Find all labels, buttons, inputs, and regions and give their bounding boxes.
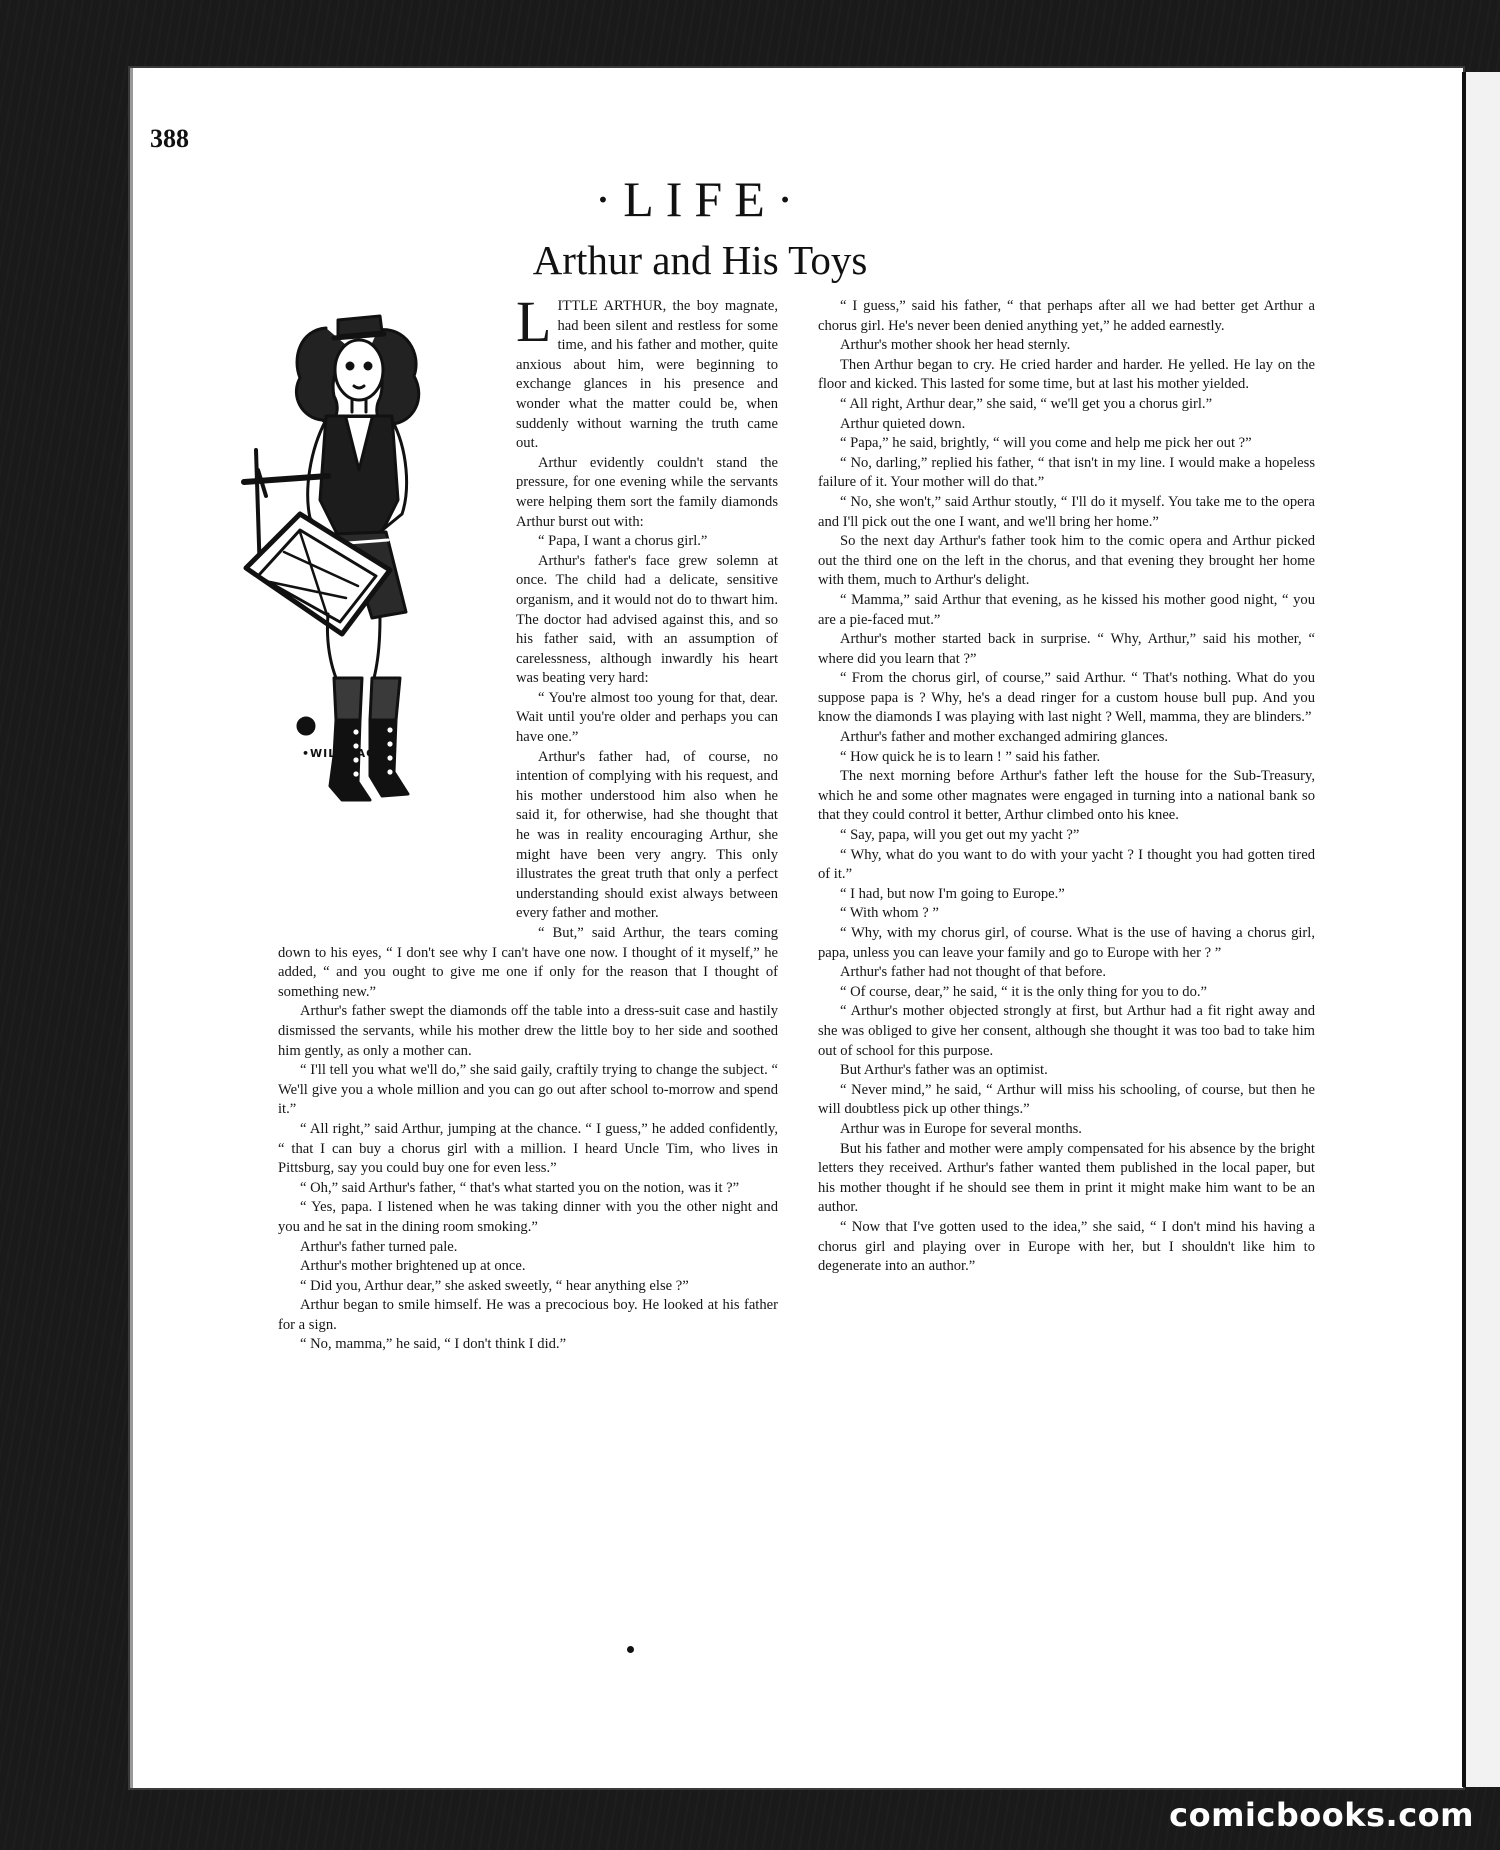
paragraph: “ With whom ? ” bbox=[840, 905, 939, 922]
paragraph: Arthur's father had, of course, no intention of complying with his request, and his mother understood him also when he said it, for otherwise, had she thought that he was in reality encouraging Arthur, she might have been very angry. This only illustrates the great truth that only a perfect understanding should exist always between every father and mother. bbox=[516, 748, 778, 922]
paragraph: Arthur's father had not thought of that before. bbox=[840, 964, 1107, 981]
paragraph: “ But,” said Arthur, the tears coming down to his eyes, “ I don't see why I can't have one now. I thought of it myself,” he added, “ and you ought to give me one if only for the reason that I thought of something new.” bbox=[278, 925, 778, 1000]
paragraph: “ Say, papa, will you get out my yacht ?” bbox=[840, 827, 1080, 844]
illustrator-signature: •WILDHACK• bbox=[302, 747, 393, 760]
paragraph: “ Papa,” he said, brightly, “ will you come and help me pick her out ?” bbox=[840, 435, 1252, 452]
page-number: 388 bbox=[150, 124, 189, 153]
illustration-wrap-space bbox=[278, 297, 516, 939]
paragraph: “ I'll tell you what we'll do,” she said gaily, craftily trying to change the subject. “ We'll give you a whole million and you can go out after school to-morrow and spend it.” bbox=[278, 1062, 778, 1118]
paragraph: Arthur's mother started back in surprise. “ Why, Arthur,” said his mother, “ where did you learn that ?” bbox=[818, 631, 1315, 667]
paragraph: Arthur began to smile himself. He was a precocious boy. He looked at his father for a sign. bbox=[278, 1297, 778, 1333]
opening-paragraph: LITTLE ARTHUR, the boy magnate, had been silent and restless for some time, and his father and mother, quite anxious about him, were beginning to exchange glances in his presence and wonder what the matter could be, when suddenly without warning the truth came out. bbox=[516, 289, 778, 452]
paragraph: “ Of course, dear,” he said, “ it is the only thing for you to do.” bbox=[840, 983, 1207, 1000]
paragraph: “ Why, with my chorus girl, of course. What is the use of having a chorus girl, papa, unless you can leave your family and go to Europe with her ? ” bbox=[818, 925, 1315, 961]
paragraph: “ You're almost too young for that, dear. Wait until you're older and perhaps you can have one.” bbox=[516, 689, 778, 746]
paragraph: But Arthur's father was an optimist. bbox=[840, 1062, 1048, 1079]
paragraph: “ Did you, Arthur dear,” she asked sweetly, “ hear anything else ?” bbox=[300, 1277, 689, 1294]
paragraph: “ Mamma,” said Arthur that evening, as he kissed his mother good night, “ you are a pie-faced mut.” bbox=[818, 591, 1315, 628]
paragraph: “ I guess,” said his father, “ that perhaps after all we had better get Arthur a chorus girl. He's never been denied anything yet,” he added earnestly. bbox=[818, 298, 1315, 334]
paragraph: “ All right,” said Arthur, jumping at the chance. “ I guess,” he added confidently, “ that I can buy a chorus girl with a million. I heard Uncle Tim, who lives in Pittsburg, say you could buy one for even less.” bbox=[278, 1120, 778, 1177]
article-left-column bbox=[278, 289, 778, 1355]
paragraph: “ From the chorus girl, of course,” said Arthur. “ That's nothing. What do you suppose papa is ? Why, he's a dead ringer for a custom house bull pup. And you know the diamonds I was playing with last night ? Well, mamma, they are blinders.” bbox=[818, 670, 1315, 726]
paragraph: “ Yes, papa. I listened when he was taking dinner with you the other night and you and he sat in the dining room smoking.” bbox=[278, 1199, 778, 1235]
paragraph: “ I had, but now I'm going to Europe.” bbox=[840, 885, 1065, 902]
paragraph: Arthur's mother shook her head sternly. bbox=[840, 337, 1071, 354]
article-right-column bbox=[818, 297, 1315, 1277]
paragraph: “ Oh,” said Arthur's father, “ that's what started you on the notion, was it ?” bbox=[300, 1179, 740, 1196]
paragraph: The next morning before Arthur's father left the house for the Sub-Treasury, which he and some other magnates were engaged in turning into a national bank so that they could control it better, Arthur climbed onto his knee. bbox=[818, 768, 1315, 824]
paragraph: “ Papa, I want a chorus girl.” bbox=[538, 533, 708, 550]
paragraph: Arthur's mother brightened up at once. bbox=[300, 1258, 526, 1275]
site-watermark: comicbooks.com bbox=[1169, 1796, 1474, 1834]
paragraph: Arthur was in Europe for several months. bbox=[840, 1120, 1082, 1137]
paragraph: Arthur quieted down. bbox=[840, 415, 966, 432]
paragraph: Arthur's father and mother exchanged admiring glances. bbox=[840, 729, 1169, 746]
drop-cap: L bbox=[516, 289, 552, 354]
paragraph: Arthur's father turned pale. bbox=[300, 1238, 458, 1255]
footer-ornament-dot bbox=[627, 1646, 634, 1653]
paragraph: So the next day Arthur's father took him to the comic opera and Arthur picked out the third one on the left in the chorus, and that evening they brought her home with them, much to Arthur's delight. bbox=[818, 533, 1315, 589]
paragraph: “ No, she won't,” said Arthur stoutly, “ I'll do it myself. You take me to the opera and I'll pick out the one I want, and we'll bring her home.” bbox=[818, 493, 1315, 530]
paragraph: Arthur's father's face grew solemn at once. The child had a delicate, sensitive organism, and it would not do to thwart him. The doctor had advised against this, and so his father said, with an assumption of carelessness, although inwardly his heart was beating very hard: bbox=[516, 552, 778, 687]
paragraph: “ Why, what do you want to do with your yacht ? I thought you had gotten tired of it.” bbox=[818, 846, 1315, 883]
paragraph: “ No, mamma,” he said, “ I don't think I did.” bbox=[300, 1336, 567, 1353]
paragraph: “ No, darling,” replied his father, “ that isn't in my line. I would make a hopeless failure of it. Your mother will do that.” bbox=[818, 454, 1315, 491]
paragraph: Arthur's father swept the diamonds off the table into a dress-suit case and hastily dismissed the servants, while his mother drew the little boy to her side and soothed him gently, as only a mother can. bbox=[278, 1003, 778, 1059]
facing-page-edge bbox=[1462, 72, 1500, 1787]
paragraph: Then Arthur began to cry. He cried harder and harder. He yelled. He lay on the floor and kicked. This lasted for some time, but at last his mother yielded. bbox=[818, 356, 1315, 393]
masthead: ·LIFE· bbox=[594, 171, 806, 227]
paragraph: “ How quick he is to learn ! ” said his father. bbox=[840, 748, 1101, 765]
paragraph: “ Now that I've gotten used to the idea,” she said, “ I don't mind his having a chorus girl and playing over in Europe with her, but I shouldn't like him to degenerate into an author.” bbox=[818, 1218, 1315, 1275]
paragraph: “ All right, Arthur dear,” she said, “ we'll get you a chorus girl.” bbox=[840, 395, 1213, 412]
article-headline: Arthur and His Toys bbox=[532, 237, 868, 283]
paragraph: Arthur evidently couldn't stand the pressure, for one evening while the servants were helping them sort the family diamonds Arthur burst out with: bbox=[516, 454, 778, 530]
paragraph: “ Never mind,” he said, “ Arthur will miss his schooling, of course, but then he will doubtless pick up other things.” bbox=[818, 1081, 1315, 1118]
paragraph: “ Arthur's mother objected strongly at first, but Arthur had a fit right away and she was obliged to give her consent, although she thought it was too bad to take him out of school for this purpose. bbox=[818, 1003, 1315, 1059]
paragraph: But his father and mother were amply compensated for his absence by the bright letters they received. Arthur's father wanted them published in the local paper, but his mother thought if he should see them in print it might make him want to be an author. bbox=[818, 1140, 1315, 1216]
